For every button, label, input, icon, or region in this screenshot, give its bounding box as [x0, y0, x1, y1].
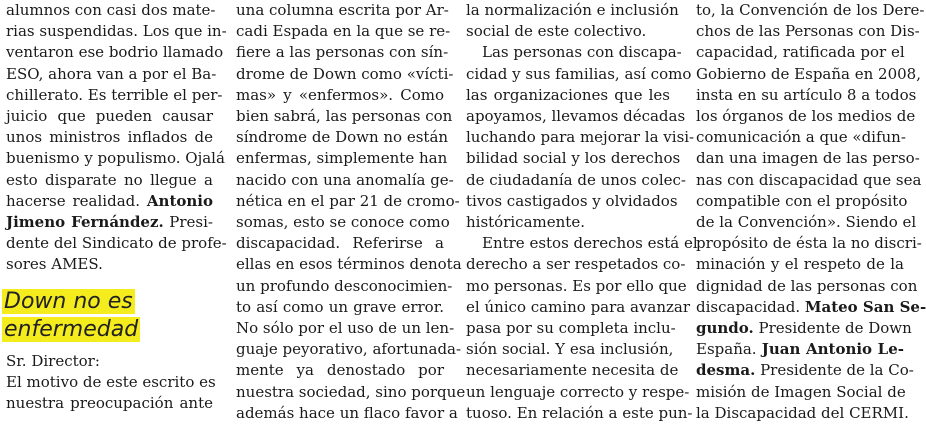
- text-line: mo personas. Es por ello que: [466, 276, 687, 295]
- text-line: un lenguaje correcto y respe-: [466, 382, 690, 401]
- text-line: unos ministros inflados de: [6, 128, 213, 147]
- text-line: Las personas con discapa-: [482, 43, 682, 62]
- text-line: tivos castigados y olvidados: [466, 191, 678, 210]
- text-line: to así como un grave error.: [236, 297, 444, 316]
- text-line: ventaron ese bodrio llamado: [6, 43, 224, 62]
- signature-line: gundo. Presidente de Down: [696, 319, 912, 338]
- column-4: [696, 0, 926, 424]
- signature-line: desma. Presidente de la Co-: [696, 361, 914, 380]
- author-name: Juan Antonio Le-: [761, 340, 904, 359]
- author-name: Mateo San Se-: [804, 297, 926, 316]
- text-line: el único camino para avanzar: [466, 297, 691, 316]
- text-line: nacido con una anomalía ge-: [236, 170, 454, 189]
- text-line: la normalización e inclusión: [466, 1, 679, 19]
- text-line: buenismo y populismo. Ojalá: [6, 149, 225, 168]
- author-name: Antonio: [146, 191, 213, 210]
- text-line: una columna escrita por Ar-: [236, 1, 449, 19]
- text-line: tuoso. En relación a este pun-: [466, 403, 693, 422]
- text-line: alumnos con casi dos mate-: [6, 1, 216, 19]
- text-line: esto disparate no llegue a: [6, 170, 213, 189]
- text-line: cidad y sus familias, así como: [466, 64, 692, 83]
- text-line: luchando para mejorar la visi-: [466, 128, 695, 147]
- text-line: mas» y «enfermos». Como: [236, 85, 444, 104]
- text-line: de ciudadanía de unos colec-: [466, 170, 687, 189]
- text-line: nuestra preocupación ante: [6, 394, 213, 413]
- signature-line: misión de Imagen Social de: [696, 382, 906, 401]
- section-heading: [2, 288, 152, 344]
- text-line: apoyamos, llevamos décadas: [466, 107, 686, 126]
- heading-line: Down no es: [4, 289, 133, 314]
- text-line: Entre estos derechos está el: [482, 234, 698, 253]
- text-line: insta en su artículo 8 a todos: [696, 85, 917, 104]
- signature-line: la Discapacidad del CERMI.: [696, 403, 909, 422]
- salutation: Sr. Director:: [6, 352, 100, 370]
- author-name: desma.: [696, 361, 756, 380]
- text-line: Gobierno de España en 2008,: [696, 64, 921, 83]
- text-line: derecho a ser respetados co-: [466, 255, 686, 274]
- text-line: chillerato. Es terrible el per-: [6, 85, 223, 104]
- text-line: juicio que pueden causar: [6, 107, 213, 126]
- signature-line: dente del Sindicato de profe-: [6, 234, 227, 253]
- column-3: [466, 0, 698, 424]
- column-2: [236, 0, 466, 424]
- signature-line: sores AMES.: [6, 255, 103, 274]
- column-1: [6, 0, 227, 276]
- text-line: enfermas, simplemente han: [236, 149, 448, 168]
- text-line: minación y el respeto de la: [696, 255, 904, 274]
- text-line: somas, esto se conoce como: [236, 213, 450, 232]
- text-line: mente ya denostado por: [236, 361, 444, 380]
- text-line: sión social. Y esa inclusión,: [466, 340, 674, 359]
- text-line: comunicación a que «difun-: [696, 128, 906, 147]
- text-line: fiere a las personas con sín-: [236, 43, 449, 62]
- text-line: históricamente.: [466, 213, 585, 232]
- text-line: necesariamente necesita de: [466, 361, 679, 380]
- text-line: bien sabrá, las personas con: [236, 107, 453, 126]
- text-line: dignidad de las personas con: [696, 276, 918, 295]
- text-line: nuestra sociedad, sino porque: [236, 382, 466, 401]
- text-line: las organizaciones que les: [466, 85, 670, 104]
- text-line: to, la Convención de los Dere-: [696, 1, 925, 19]
- text-line: nas con discapacidad que sea: [696, 170, 922, 189]
- heading-line: enfermedad: [4, 317, 139, 342]
- text-line: rias suspendidas. Los que in-: [6, 22, 227, 41]
- text-line: cadi Espada en la que se re-: [236, 22, 451, 41]
- author-name: Jimeno Fernández.: [6, 213, 164, 232]
- signature-line: hacerse realidad. Antonio: [6, 191, 213, 210]
- text-line: dan una imagen de las perso-: [696, 149, 920, 168]
- text-line: capacidad, ratificada por el: [696, 43, 905, 62]
- text-line: compatible con el propósito: [696, 191, 908, 210]
- text-line: además hace un flaco favor a: [236, 403, 458, 422]
- text-line: un profundo desconocimien-: [236, 276, 453, 295]
- text-line: síndrome de Down no están: [236, 128, 449, 147]
- text-line: propósito de ésta la no discri-: [696, 234, 922, 253]
- text-line: nética en el par 21 de cromo-: [236, 191, 460, 210]
- text-line: guaje peyorativo, afortunada-: [236, 340, 462, 359]
- signature-line: España. Juan Antonio Le-: [696, 340, 904, 359]
- text-line: ESO, ahora van a por el Ba-: [6, 64, 217, 83]
- text-line: drome de Down como «vícti-: [236, 64, 454, 83]
- text-line: de la Convención». Siendo el: [696, 213, 917, 232]
- column-1-continued: [6, 351, 216, 415]
- text-line: social de este colectivo.: [466, 22, 647, 41]
- text-line: ellas en esos términos denota: [236, 255, 462, 274]
- author-name: gundo.: [696, 319, 754, 338]
- signature-line: discapacidad. Mateo San Se-: [696, 297, 926, 316]
- signature-line: Jimeno Fernández. Presi-: [6, 213, 213, 232]
- text-line: El motivo de este escrito es: [6, 373, 216, 392]
- text-line: No sólo por el uso de un len-: [236, 319, 455, 338]
- text-line: discapacidad. Referirse a: [236, 234, 444, 253]
- text-line: pasa por su completa inclu-: [466, 319, 676, 338]
- text-line: chos de las Personas con Dis-: [696, 22, 920, 41]
- text-line: bilidad social y los derechos: [466, 149, 681, 168]
- text-line: los órganos de los medios de: [696, 107, 916, 126]
